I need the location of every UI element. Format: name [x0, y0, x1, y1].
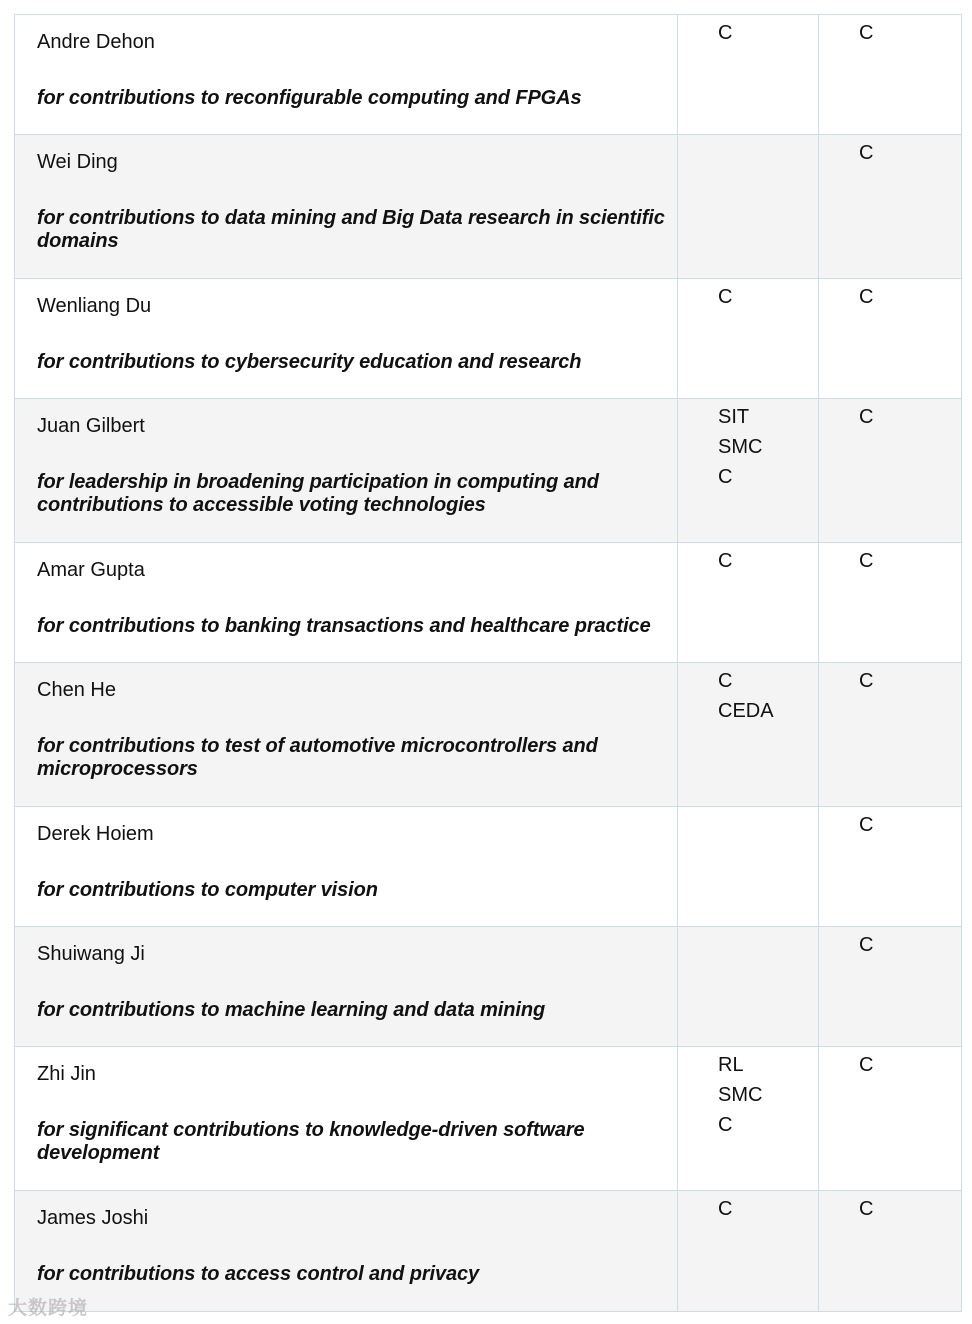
evaluating-society-cell [819, 1191, 959, 1311]
evaluating-society-cell [819, 279, 959, 398]
society-code: C [859, 934, 874, 956]
fellow-cell [15, 279, 678, 398]
table-row [15, 807, 961, 927]
fellow-name: James Joshi [37, 1207, 149, 1229]
fellow-citation: for contributions to banking transactions and healthcare practice [37, 615, 651, 637]
fellow-citation: for leadership in broadening participation in computing and contributions to accessible voting technologies [37, 471, 599, 516]
society-cell [678, 135, 819, 278]
society-cell [678, 663, 819, 806]
society-code: C [718, 1114, 733, 1136]
fellow-name: Wenliang Du [37, 295, 152, 317]
society-code: C [859, 406, 874, 428]
society-cell [678, 807, 819, 926]
society-code: C [718, 466, 733, 488]
society-code: CEDA [718, 700, 774, 722]
fellow-cell [15, 1047, 678, 1190]
table-row [15, 663, 961, 807]
society-code: SMC [718, 436, 763, 458]
evaluating-society-cell [819, 1047, 959, 1190]
evaluating-society-cell [819, 927, 959, 1046]
fellow-name: Zhi Jin [37, 1063, 96, 1085]
evaluating-society-cell [819, 807, 959, 926]
society-code: C [859, 22, 874, 44]
fellow-cell [15, 135, 678, 278]
fellow-name: Wei Ding [37, 151, 118, 173]
fellow-name: Amar Gupta [37, 559, 145, 581]
fellow-name: Shuiwang Ji [37, 943, 145, 965]
fellow-citation: for contributions to computer vision [37, 879, 378, 901]
evaluating-society-cell [819, 15, 959, 134]
society-code: C [859, 814, 874, 836]
fellow-name: Derek Hoiem [37, 823, 154, 845]
fellow-citation: for contributions to test of automotive microcontrollers and microprocessors [37, 735, 598, 780]
society-code: C [718, 1198, 733, 1220]
evaluating-society-cell [819, 399, 959, 542]
table-row [15, 543, 961, 663]
society-code: RL [718, 1054, 744, 1076]
table-row [15, 1191, 961, 1312]
fellow-cell [15, 663, 678, 806]
society-code: SIT [718, 406, 750, 428]
table-row [15, 135, 961, 279]
fellow-citation: for contributions to machine learning and data mining [37, 999, 546, 1021]
evaluating-society-cell [819, 135, 959, 278]
evaluating-society-cell [819, 663, 959, 806]
fellow-citation: for contributions to access control and privacy [37, 1263, 480, 1285]
watermark: 大数跨境 [8, 1298, 89, 1319]
fellow-citation: for contributions to data mining and Big Data research in scientific domains [37, 207, 665, 252]
fellow-citation: for significant contributions to knowledge-driven software development [37, 1119, 585, 1164]
fellow-cell [15, 807, 678, 926]
fellows-table [14, 14, 962, 1312]
society-code: C [859, 286, 874, 308]
fellow-citation: for contributions to cybersecurity education and research [37, 351, 582, 373]
table-row [15, 279, 961, 399]
society-code: C [859, 670, 874, 692]
society-cell [678, 543, 819, 662]
society-cell [678, 927, 819, 1046]
society-code: C [718, 286, 733, 308]
society-code: C [718, 22, 733, 44]
table-row [15, 1047, 961, 1191]
society-cell [678, 399, 819, 542]
fellow-cell [15, 1191, 678, 1311]
fellow-name: Juan Gilbert [37, 415, 145, 437]
evaluating-society-cell [819, 543, 959, 662]
table-row [15, 927, 961, 1047]
fellow-cell [15, 399, 678, 542]
society-cell [678, 1191, 819, 1311]
fellow-name: Andre Dehon [37, 31, 155, 53]
fellow-name: Chen He [37, 679, 116, 701]
society-cell [678, 1047, 819, 1190]
fellow-cell [15, 15, 678, 134]
society-code: C [859, 550, 874, 572]
table-row [15, 399, 961, 543]
society-code: SMC [718, 1084, 763, 1106]
society-code: C [859, 142, 874, 164]
society-cell [678, 15, 819, 134]
society-code: C [859, 1054, 874, 1076]
society-cell [678, 279, 819, 398]
table-row [15, 15, 961, 135]
fellow-citation: for contributions to reconfigurable computing and FPGAs [37, 87, 582, 109]
society-code: C [859, 1198, 874, 1220]
fellow-cell [15, 543, 678, 662]
society-code: C [718, 550, 733, 572]
fellow-cell [15, 927, 678, 1046]
society-code: C [718, 670, 733, 692]
